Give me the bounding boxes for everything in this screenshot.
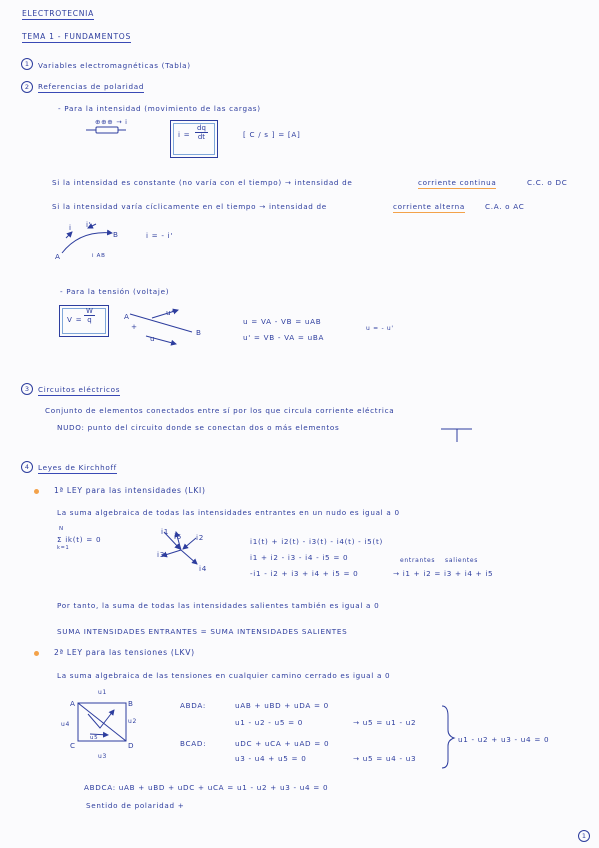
law1-rule: SUMA INTENSIDADES ENTRANTES = SUMA INTENSIDADES SALIENTES	[57, 627, 348, 636]
section-2-title: Referencias de polaridad	[38, 82, 145, 91]
subject-title: ELECTROTECNIA	[22, 9, 94, 18]
lki-eq-d: → i1 + i2 = i3 + i4 + i5	[393, 569, 494, 578]
node-definition: NUDO: punto del circuito donde se conectan dos o más elementos	[57, 423, 340, 432]
page-number: 1	[578, 830, 590, 842]
polarity-sense: Sentido de polaridad +	[86, 801, 185, 810]
bcad-label: BCAD:	[180, 739, 207, 748]
mesh-loop-abda	[88, 710, 114, 728]
intensity-units: [ C / s ] = [A]	[243, 130, 301, 139]
law1-sum-top: N	[59, 526, 64, 532]
voltage-label-u: u	[150, 334, 156, 343]
voltage-formula-lhs: V =	[67, 315, 83, 324]
mesh-label-u1: u1	[98, 689, 108, 696]
voltage-label-u-prime: u'	[166, 308, 174, 317]
mesh-label-u2: u2	[128, 718, 138, 725]
law1-sum: Σ ik(t) = 0	[57, 535, 102, 544]
current-label-i: i	[69, 223, 72, 232]
voltage-branch	[130, 314, 192, 332]
mesh-node-a: A	[70, 699, 76, 708]
law1-sum-bottom: k=1	[57, 545, 70, 551]
node-label-i4: i4	[199, 564, 207, 573]
section-3-number: 3	[21, 383, 33, 395]
abda-label: ABDA:	[180, 701, 206, 710]
bcad-result: → u5 = u4 - u3	[353, 754, 417, 763]
law2-text: La suma algebraica de las tensiones en cualquier camino cerrado es igual a 0	[57, 671, 391, 680]
ac-abbr: C.A. o AC	[485, 202, 525, 211]
bcad-eq-1: uDC + uCA + uAD = 0	[235, 739, 330, 748]
voltage-arrow-u-prime	[152, 310, 178, 318]
voltage-plus: +	[131, 322, 138, 331]
lki-eq-c: -i1 - i2 + i3 + i4 + i5 = 0	[250, 569, 359, 578]
dc-line: Si la intensidad es constante (no varía con el tiempo) → intensidad de	[52, 178, 353, 187]
mesh-diagonal	[78, 703, 126, 741]
mesh-loop-bcad	[90, 734, 108, 735]
intensity-heading: - Para la intensidad (movimiento de las cargas)	[58, 104, 261, 113]
node-label-i2: i2	[196, 533, 204, 542]
abdca-eq: ABDCA: uAB + uBD + uDC + uCA = u1 - u2 + u3 - u4 = 0	[84, 783, 329, 792]
voltage-node-b: B	[196, 328, 202, 337]
dc-term: corriente continua	[418, 178, 497, 187]
node-branch-1	[164, 532, 180, 549]
mesh-node-b: B	[128, 699, 134, 708]
node-branch-2	[183, 538, 196, 549]
lki-eq-b: i1 + i2 - i3 - i4 - i5 = 0	[250, 553, 349, 562]
section-1-number: 1	[21, 58, 33, 70]
fraction-denominator: q	[87, 316, 92, 324]
voltage-eq-1: u = VA - VB = uAB	[243, 317, 322, 326]
node-branch-4	[181, 550, 197, 564]
node-label-i5: i5	[174, 532, 182, 541]
abda-eq-1: uAB + uBD + uDA = 0	[235, 701, 329, 710]
brace-result: u1 - u2 + u3 - u4 = 0	[458, 735, 550, 744]
current-label-i-prime: i'	[86, 220, 92, 229]
law1-conclusion: Por tanto, la suma de todas las intensidades salientes también es igual a 0	[57, 601, 380, 610]
equation-brace	[442, 706, 454, 768]
mesh-node-c: C	[70, 741, 76, 750]
branch-ab-curve	[62, 233, 112, 253]
mesh-label-u4: u4	[61, 721, 71, 728]
ac-line: Si la intensidad varía cíclicamente en el tiempo → intensidad de	[52, 202, 327, 211]
abda-eq-2: u1 - u2 - u5 = 0	[235, 718, 304, 727]
dc-abbr: C.C. o DC	[527, 178, 568, 187]
voltage-relation: u = - u'	[366, 325, 394, 332]
node-label-a: A	[55, 252, 61, 261]
fraction-numerator: dq	[197, 124, 206, 132]
fraction-numerator: W	[86, 307, 93, 315]
current-arrow-i	[66, 232, 72, 238]
section-4-title: Leyes de Kirchhoff	[38, 463, 117, 472]
voltage-arrow-u	[146, 336, 176, 344]
section-1-title: Variables electromagnéticas (Tabla)	[38, 61, 191, 70]
ac-term: corriente alterna	[393, 202, 465, 211]
topic-title: TEMA 1 - FUNDAMENTOS	[22, 32, 131, 41]
voltage-eq-2: u' = VB - VA = uBA	[243, 333, 325, 342]
voltage-heading: - Para la tensión (voltaje)	[60, 287, 170, 296]
node-label-i1: i1	[161, 527, 169, 536]
node-branch-3	[162, 550, 181, 556]
lki-eq-a: i1(t) + i2(t) - i3(t) - i4(t) - i5(t)	[250, 537, 383, 546]
mesh-node-d: D	[128, 741, 135, 750]
section-2-number: 2	[21, 81, 33, 93]
section-4-number: 4	[21, 461, 33, 473]
current-relation: i = - i'	[146, 231, 174, 240]
node-label-i3: i3	[157, 550, 165, 559]
label-salientes: salientes	[445, 557, 479, 564]
circuit-definition: Conjunto de elementos conectados entre sí por los que circula corriente eléctrica	[45, 406, 395, 415]
intensity-formula-lhs: i =	[178, 130, 191, 139]
current-arrow-i-prime	[88, 224, 96, 228]
fraction-denominator: dt	[197, 133, 206, 141]
charge-symbol: ⊕⊕⊕ → i	[95, 118, 128, 126]
voltage-node-a: A	[124, 312, 130, 321]
label-entrantes: entrantes	[400, 557, 436, 564]
node-label-b: B	[113, 230, 119, 239]
law2-title: 2ª LEY para las tensiones (LKV)	[54, 648, 195, 657]
conductor-symbol	[96, 127, 118, 133]
abda-result: → u5 = u1 - u2	[353, 718, 417, 727]
law1-text: La suma algebraica de todas las intensidades entrantes en un nudo es igual a 0	[57, 508, 400, 517]
mesh-label-u5: u5	[90, 735, 99, 741]
mesh-label-u3: u3	[98, 753, 108, 760]
law1-title: 1ª LEY para las intensidades (LKI)	[54, 486, 206, 495]
current-label-ab: i AB	[92, 253, 106, 259]
bcad-eq-2: u3 - u4 + u5 = 0	[235, 754, 307, 763]
section-3-title: Circuitos eléctricos	[38, 385, 121, 394]
